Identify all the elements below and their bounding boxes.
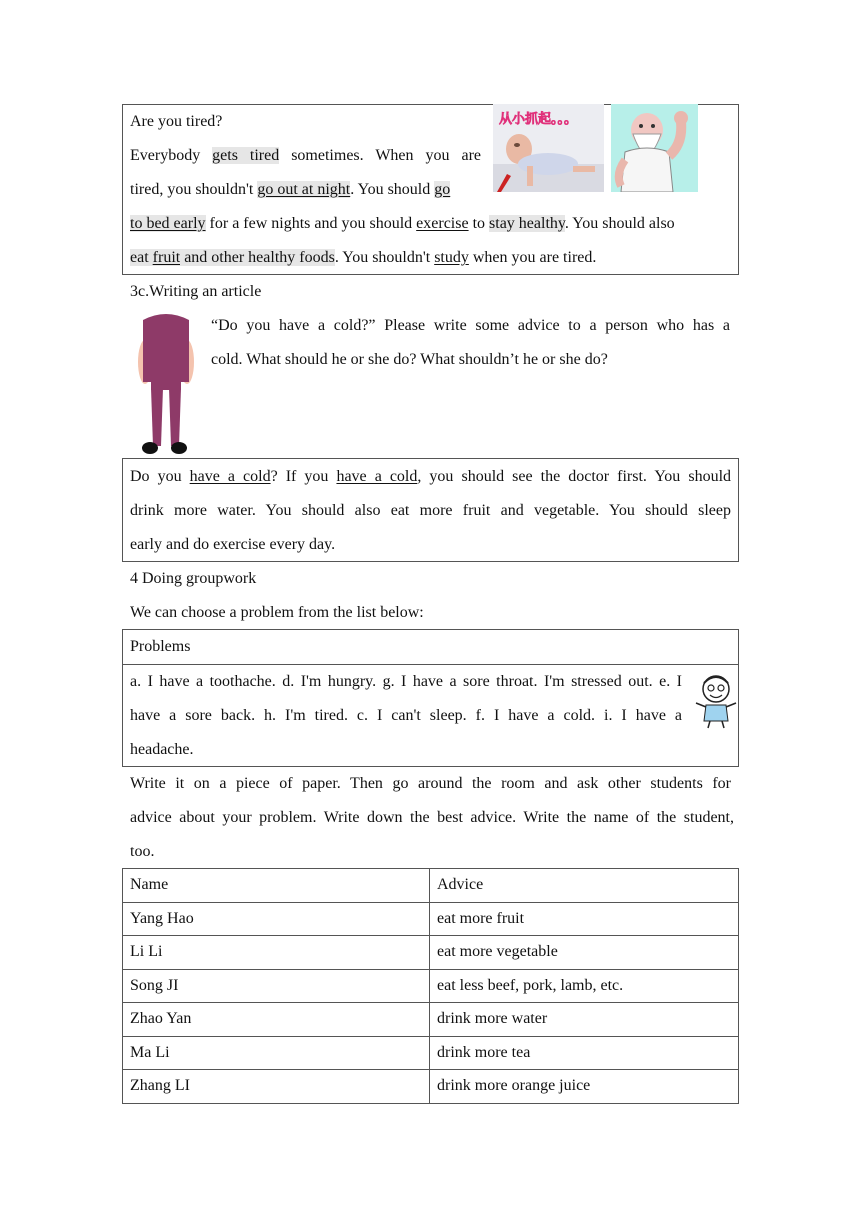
tired-line-2: Everybody gets tired sometimes. When you are: [130, 147, 481, 164]
baby-pushup-image: [493, 104, 604, 192]
header-name: Name: [123, 869, 430, 903]
person-figure-image: [133, 312, 199, 456]
prompt-line-2: cold. What should he or she do? What shouldn’t he or she do?: [211, 351, 608, 368]
student-name: Yang Hao: [123, 902, 430, 936]
header-advice: Advice: [430, 869, 739, 903]
student-name: Li Li: [123, 936, 430, 970]
problems-line-1: a. I have a toothache. d. I'm hungry. g. I have a sore throat. I'm stressed out. e. I: [130, 673, 682, 690]
answer-line-1: Do you have a cold? If you have a cold, you should see the doctor first. You should: [130, 468, 731, 485]
tired-line-4: to bed early for a few nights and you should exercise to stay healthy. You should also: [130, 215, 675, 232]
tired-line-5: eat fruit and other healthy foods. You shouldn't study when you are tired.: [130, 249, 597, 266]
student-name: Ma Li: [123, 1036, 430, 1070]
baby-image-caption: 从小抓起。。。: [499, 112, 578, 127]
table-row: [123, 902, 739, 936]
problems-header: Problems: [130, 638, 191, 655]
answer-line-3: early and do exercise every day.: [130, 536, 336, 553]
old-man-flexing-image: [611, 104, 698, 192]
cartoon-kid-image: [694, 673, 738, 729]
instructions-line-2: advice about your problem. Write down the best advice. Write the name of the student,: [130, 809, 734, 826]
student-advice: eat more fruit: [430, 902, 739, 936]
answer-line-2: drink more water. You should also eat more fruit and vegetable. You should sleep: [130, 502, 731, 519]
section-3c-heading: 3c.Writing an article: [130, 283, 262, 300]
table-row: [123, 936, 739, 970]
advice-table: [122, 868, 739, 1104]
student-advice: eat less beef, pork, lamb, etc.: [430, 969, 739, 1003]
student-name: Song JI: [123, 969, 430, 1003]
problems-line-2: have a sore back. h. I'm tired. c. I can't sleep. f. I have a cold. i. I have a: [130, 707, 682, 724]
tired-line-3: tired, you shouldn't go out at night. You should go: [130, 181, 451, 198]
student-advice: drink more tea: [430, 1036, 739, 1070]
student-name: Zhang LI: [123, 1070, 430, 1104]
section-4-intro: We can choose a problem from the list below:: [130, 604, 424, 621]
student-name: Zhao Yan: [123, 1003, 430, 1037]
problems-line-3: headache.: [130, 741, 194, 758]
instructions-line-3: too.: [130, 843, 155, 860]
student-advice: eat more vegetable: [430, 936, 739, 970]
instructions-line-1: Write it on a piece of paper. Then go around the room and ask other students for: [130, 775, 731, 792]
prompt-line-1: “Do you have a cold?” Please write some advice to a person who has a: [211, 317, 730, 334]
table-header-row: [123, 869, 739, 903]
table-row: [123, 1070, 739, 1104]
student-advice: drink more orange juice: [430, 1070, 739, 1104]
table-row: [123, 969, 739, 1003]
tired-title: Are you tired?: [130, 113, 223, 130]
table-row: [123, 1036, 739, 1070]
student-advice: drink more water: [430, 1003, 739, 1037]
table-row: [123, 1003, 739, 1037]
section-4-heading: 4 Doing groupwork: [130, 570, 257, 587]
